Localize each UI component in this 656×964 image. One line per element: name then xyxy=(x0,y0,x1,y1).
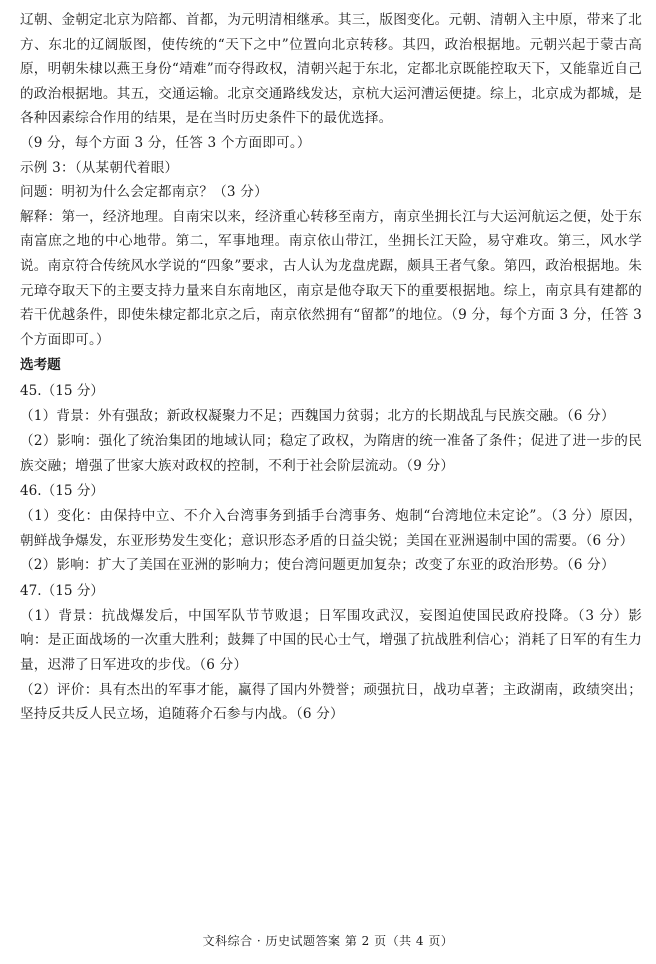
question-47-number: 47.（15 分） xyxy=(20,582,105,599)
question-nanjing: 问题：明初为什么会定都南京？（3 分） xyxy=(20,184,268,201)
paragraph-beijing-reasons: 辽朝、金朝定北京为陪都、首都，为元明清相继承。其三，版图变化。元朝、清朝入主中原，带来了北方、东北的辽阔版图，使传统的“天下之中”位置向北京转移。其四，政治根据地。元朝兴起于蒙古高原，明朝朱棣以燕王身份“靖难”而夺得政权，清朝兴起于东北，定都北京既能控取天下，又能靠近自己的政治根据地。其五，交通运输。北京交通路线发达，京杭大运河漕运便捷。综上，北京成为都城，是各种因素综合作用的结果，是在当时历史条件下的最优选择。 xyxy=(20,12,642,127)
page-footer: 文科综合 · 历史试题答案 第 2 页（共 4 页） xyxy=(202,934,454,948)
question-45-answer-2: （2）影响：强化了统治集团的地域认同；稳定了政权，为隋唐的统一准备了条件；促进了进一步的民族交融；增强了世家大族对政权的控制，不利于社会阶层流动。（9 分） xyxy=(20,432,642,474)
page-content xyxy=(20,8,642,727)
question-45-number: 45.（15 分） xyxy=(20,383,105,400)
question-47-answer-2: （2）评价：具有杰出的军事才能，赢得了国内外赞誉；顽强抗日，战功卓著；主政湖南，政绩突出；坚持反共反人民立场，追随蒋介石参与内战。（6 分） xyxy=(20,681,642,723)
paragraph-score-note: （9 分，每个方面 3 分，任答 3 个方面即可。） xyxy=(20,134,311,151)
question-45-answer-1: （1）背景：外有强敌；新政权凝聚力不足；西魏国力贫弱；北方的长期战乱与民族交融。（6 分） xyxy=(20,408,615,425)
question-46-answer-2: （2）影响：扩大了美国在亚洲的影响力；使台湾问题更加复杂；改变了东亚的政治形势。（6 分） xyxy=(20,557,615,574)
example-3-label: 示例 3：（从某朝代着眼） xyxy=(20,159,179,176)
explanation-nanjing: 解释：第一，经济地理。自南宋以来，经济重心转移至南方，南京坐拥长江与大运河航运之便，处于东南富庶之地的中心地带。第二，军事地理。南京依山带江，坐拥长江天险，易守难攻。第三，风水学说。南京符合传统风水学说的“四象”要求，古人认为龙盘虎踞，颇具王者气象。第四，政治根据地。朱元璋夺取天下的主要支持力量来自东南地区，南京是他夺取天下的重要根据地。综上，南京具有建都的若干优越条件，即使朱棣定都北京之后，南京依然拥有“留都”的地位。（9 分，每个方面 3 分，任答 3 个方面即可。） xyxy=(20,208,642,348)
question-46-number: 46.（15 分） xyxy=(20,483,105,500)
section-title: 选考题 xyxy=(20,357,61,374)
question-46-answer-1: （1）变化：由保持中立、不介入台湾事务到插手台湾事务、炮制“台湾地位未定论”。（3 分）原因，朝鲜战争爆发，东亚形势发生变化；意识形态矛盾的日益尖锐；美国在亚洲遏制中国的需要。（6 分） xyxy=(20,508,642,549)
question-47-answer-1: （1）背景：抗战爆发后，中国军队节节败退；日军围攻武汉，妄图迫使国民政府投降。（3 分）影响：是正面战场的一次重大胜利；鼓舞了中国的民心士气，增强了抗战胜利信心；消耗了日军的有生力量，迟滞了日军进攻的步伐。（6 分） xyxy=(20,607,642,674)
